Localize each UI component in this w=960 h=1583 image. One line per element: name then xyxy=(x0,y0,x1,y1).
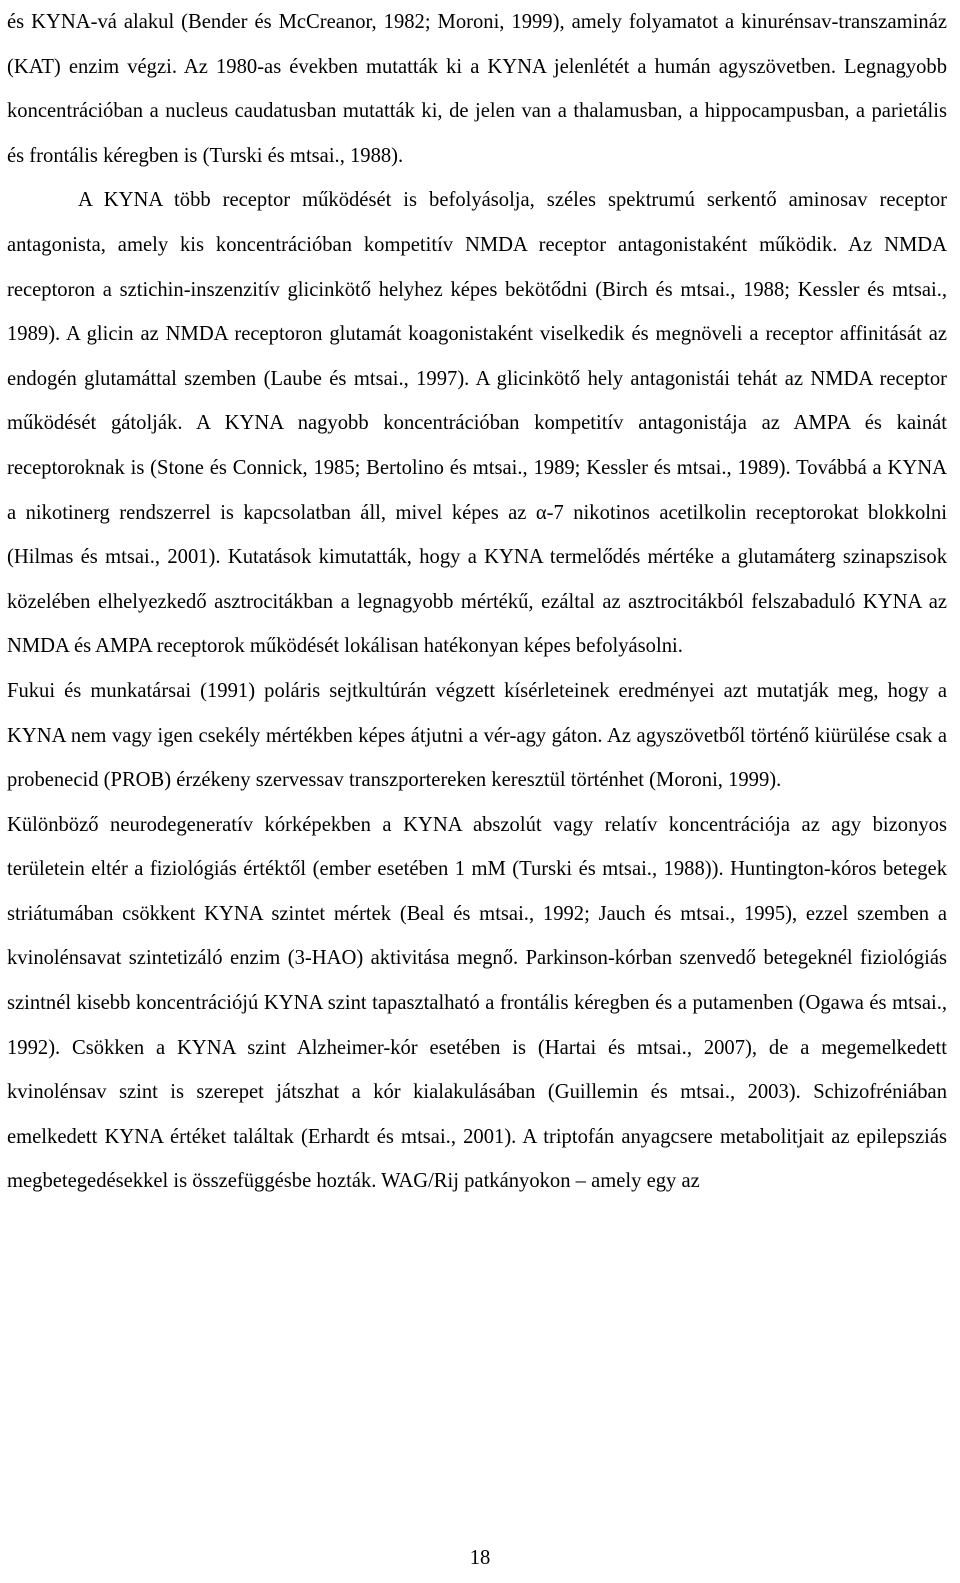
paragraph-neurodegenerative: Különböző neurodegeneratív kórképekben a KYNA abszolút vagy relatív koncentrációja az agy bizonyos területein eltér a fiziológiás értéktől (ember esetében 1 mM (Turski és mtsai., 1988)). Huntington-kóros betegek striátumában csökkent KYNA szintet mértek (Beal és mtsai., 1992; Jauch és mtsai., 1995), ezzel szemben a kvinolénsavat szintetizáló enzim (3-HAO) aktivitása megnő. Parkinson-kórban szenvedő betegeknél fiziológiás szintnél kisebb koncentrációjú KYNA szint tapasztalható a frontális kéregben és a putamenben (Ogawa és mtsai., 1992). Csökken a KYNA szint Alzheimer-kór esetében is (Hartai és mtsai., 2007), de a megemelkedett kvinolénsav szint is szerepet játszhat a kór kialakulásában (Guillemin és mtsai., 2003). Schizofréniában emelkedett KYNA értéket találtak (Erhardt és mtsai., 2001). A triptofán anyagcsere metabolitjait az epilepsziás megbetegedésekkel is összefüggésbe hozták. WAG/Rij patkányokon – amely egy az xyxy=(7,813,947,1193)
paragraph-continuation: és KYNA-vá alakul (Bender és McCreanor, 1982; Moroni, 1999), amely folyamatot a kinurénsav-transzamináz (KAT) enzim végzi. Az 1980-as években mutatták ki a KYNA jelenlétét a humán agyszövetben. Legnagyobb koncentrációban a nucleus caudatusban mutatták ki, de jelen van a thalamusban, a hippocampusban, a parietális és frontális kéregben is (Turski és mtsai., 1988). xyxy=(7,11,947,167)
page-number: 18 xyxy=(469,1547,491,1569)
paragraph-blood-brain-barrier: Fukui és munkatársai (1991) poláris sejtkultúrán végzett kísérleteinek eredményei azt mutatják meg, hogy a KYNA nem vagy igen csekély mértékben képes átjutni a vér-agy gáton. Az agyszövetből történő kiürülése csak a probenecid (PROB) érzékeny szervessav transzportereken keresztül történhet (Moroni, 1999). xyxy=(7,679,947,792)
document-body xyxy=(7,0,947,1204)
paragraph-kyna-receptors: A KYNA több receptor működését is befolyásolja, széles spektrumú serkentő aminosav receptor antagonista, amely kis koncentrációban kompetitív NMDA receptor antagonistaként működik. Az NMDA receptoron a sztichin-inszenzitív glicinkötő helyhez képes bekötődni (Birch és mtsai., 1988; Kessler és mtsai., 1989). A glicin az NMDA receptoron glutamát koagonistaként viselkedik és megnöveli a receptor affinitását az endogén glutamáttal szemben (Laube és mtsai., 1997). A glicinkötő hely antagonistái tehát az NMDA receptor működését gátolják. A KYNA nagyobb koncentrációban kompetitív antagonistája az AMPA és kainát receptoroknak is (Stone és Connick, 1985; Bertolino és mtsai., 1989; Kessler és mtsai., 1989). Továbbá a KYNA a nikotinerg rendszerrel is kapcsolatban áll, mivel képes az α-7 nikotinos acetilkolin receptorokat blokkolni (Hilmas és mtsai., 2001). Kutatások kimutatták, hogy a KYNA termelődés mértéke a glutamáterg szinapszisok közelében elhelyezkedő asztrocitákban a legnagyobb mértékű, ezáltal az asztrocitákból felszabaduló KYNA az NMDA és AMPA receptorok működését lokálisan hatékonyan képes befolyásolni. xyxy=(7,189,947,658)
